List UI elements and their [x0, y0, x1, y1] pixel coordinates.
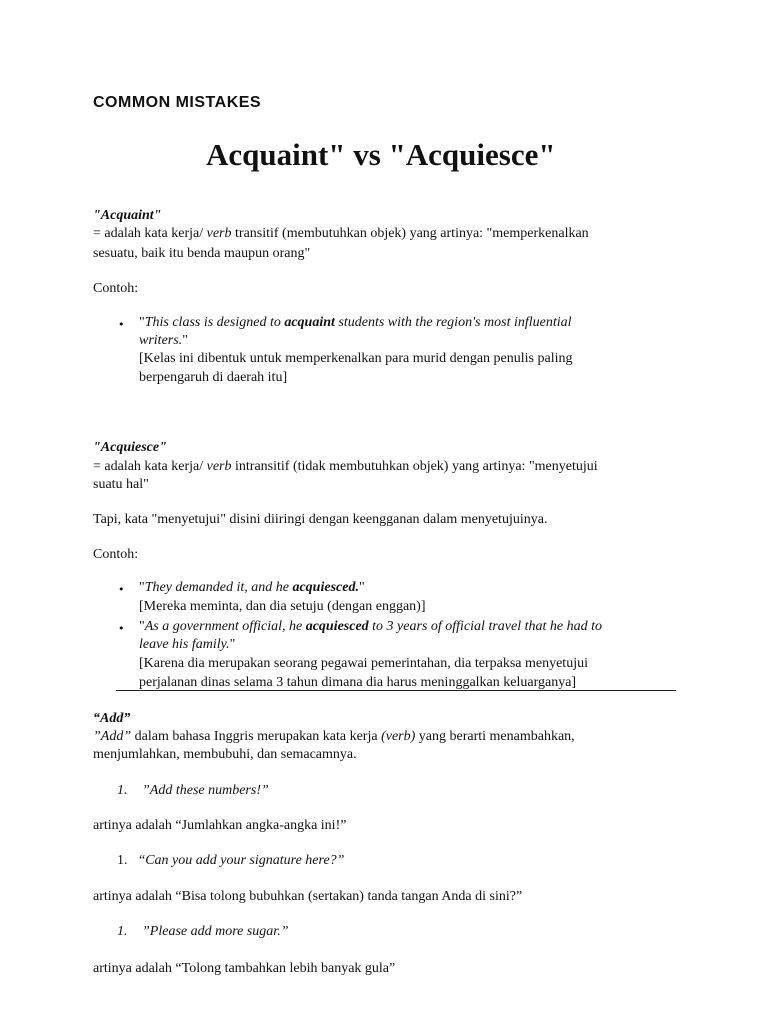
contoh-label: Contoh: — [93, 547, 139, 562]
term-acquaint: "Acquaint" — [93, 208, 162, 223]
example-translation: [Mereka meminta, dan dia setuju (dengan enggan)] — [139, 599, 426, 614]
contoh-label: Contoh: — [93, 281, 139, 296]
add-intro-line1: ”Add” dalam bahasa Inggris merupakan kata kerja (verb) yang berarti menambahkan, — [93, 729, 575, 744]
add-meaning: artinya adalah “Tolong tambahkan lebih banyak gula” — [93, 961, 396, 976]
example-translation: [Kelas ini dibentuk untuk memperkenalkan para murid dengan penulis paling — [139, 351, 573, 366]
note-text: Tapi, kata "menyetujui" disini diiringi dengan keengganan dalam menyetujuinya. — [93, 512, 548, 527]
term-add: “Add” — [93, 711, 131, 726]
definition-acquiesce-line1: = adalah kata kerja/ verb intransitif (tidak membutuhkan objek) yang artinya: "menyetujui — [93, 459, 598, 474]
definition-acquiesce-line2: suatu hal" — [93, 477, 149, 492]
term-acquiesce: "Acquiesce" — [93, 440, 167, 455]
example-sentence-line2: leave his family." — [139, 637, 236, 652]
bullet-icon: • — [118, 622, 125, 635]
list-number: 1. — [117, 924, 128, 939]
list-number: 1. — [117, 783, 128, 798]
add-meaning: artinya adalah “Jumlahkan angka-angka ini!” — [93, 818, 347, 833]
add-intro-line2: menjumlahkan, membubuhi, dan semacamnya. — [93, 747, 357, 762]
add-meaning: artinya adalah “Bisa tolong bubuhkan (sertakan) tanda tangan Anda di sini?” — [93, 889, 523, 904]
bullet-icon: • — [118, 318, 125, 331]
horizontal-divider — [116, 690, 676, 691]
example-translation: [Karena dia merupakan seorang pegawai pemerintahan, dia terpaksa menyetujui — [139, 656, 588, 671]
add-example: “Can you add your signature here?” — [139, 853, 345, 868]
example-sentence: "They demanded it, and he acquiesced." — [139, 580, 365, 595]
example-sentence: "As a government official, he acquiesced to 3 years of official travel that he had to — [139, 619, 602, 634]
section-label: COMMON MISTAKES — [93, 94, 262, 111]
example-translation-line2: berpengaruh di daerah itu] — [139, 370, 288, 385]
bullet-icon: • — [118, 583, 125, 596]
example-sentence: "This class is designed to acquaint students with the region's most influential — [139, 315, 572, 330]
list-number: 1. — [117, 853, 128, 868]
definition-acquaint-line1: = adalah kata kerja/ verb transitif (membutuhkan objek) yang artinya: "memperkenalkan — [93, 226, 589, 241]
add-example: ”Add these numbers!” — [142, 783, 269, 798]
definition-acquaint-line2: sesuatu, baik itu benda maupun orang" — [93, 246, 311, 261]
page-title: Acquaint" vs "Acquiesce" — [206, 137, 556, 172]
add-example: ”Please add more sugar.” — [142, 924, 289, 939]
example-translation-line2: perjalanan dinas selama 3 tahun dimana dia harus meninggalkan keluarganya] — [139, 675, 577, 690]
example-sentence-line2: writers." — [139, 333, 188, 348]
